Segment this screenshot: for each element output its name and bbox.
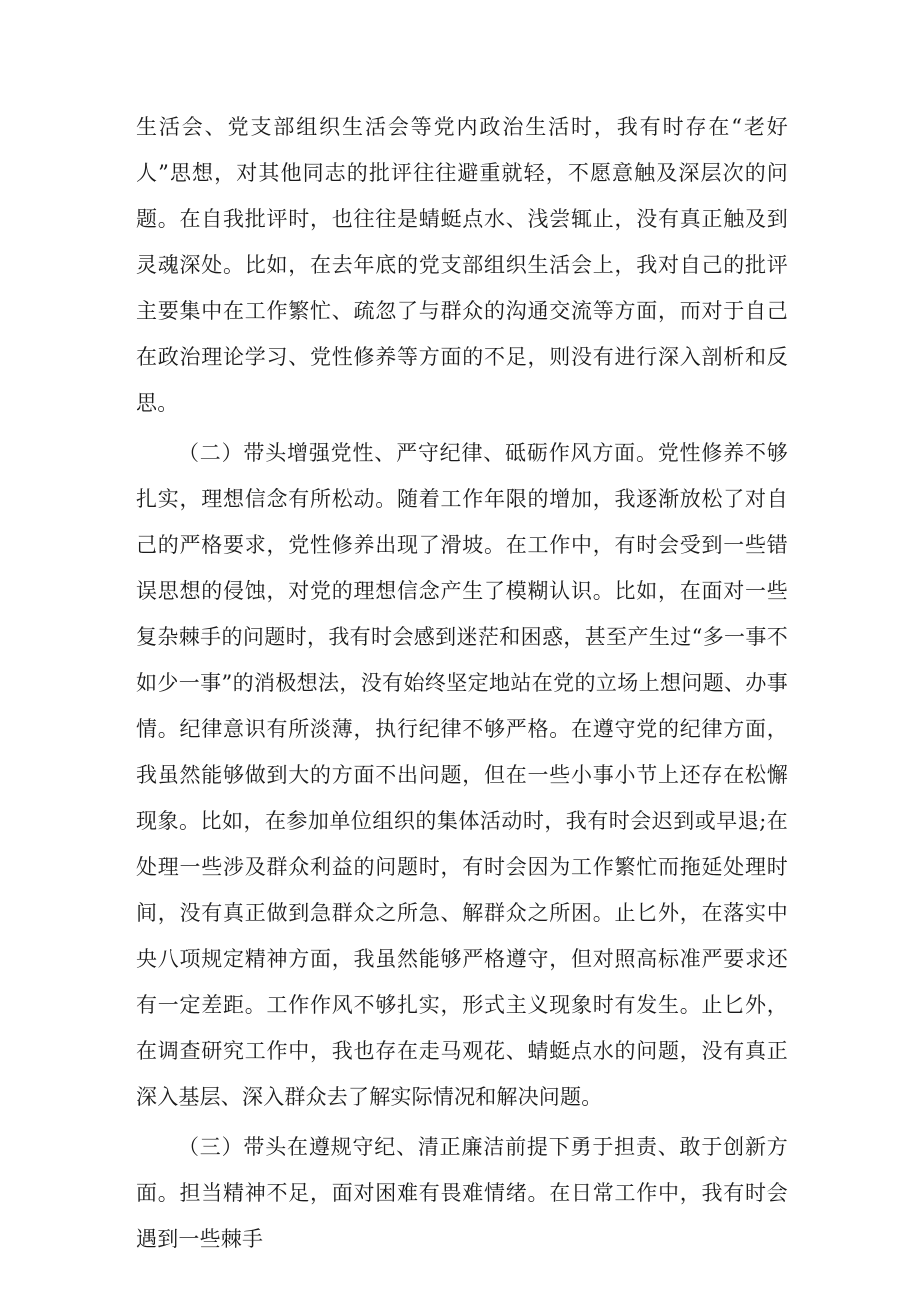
paragraph-section-three: （三）带头在遵规守纪、清正廉洁前提下勇于担责、敢于创新方面。担当精神不足，面对困难有畏难情绪。在日常工作中，我有时会遇到一些棘手 [136,1135,788,1251]
paragraph-section-two: （二）带头增强党性、严守纪律、砥砺作风方面。党性修养不够扎实，理想信念有所松动。随着工作年限的增加，我逐渐放松了对自己的严格要求，党性修养出现了滑坡。在工作中，有时会受到一些错误思想的侵蚀，对党的理想信念产生了模糊认识。比如，在面对一些复杂棘手的问题时，我有时会感到迷茫和困惑，甚至产生过“多一事不如少一事”的消极想法，没有始终坚定地站在党的立场上想问题、办事情。纪律意识有所淡薄，执行纪律不够严格。在遵守党的纪律方面，我虽然能够做到大的方面不出问题，但在一些小事小节上还存在松懈现象。比如，在参加单位组织的集体活动时，我有时会迟到或早退;在处理一些涉及群众利益的问题时，有时会因为工作繁忙而拖延处理时间，没有真正做到急群众之所急、解群众之所困。止匕外，在落实中央八项规定精神方面，我虽然能够严格遵守，但对照高标准严要求还有一定差距。工作作风不够扎实，形式主义现象时有发生。止匕外，在调查研究工作中，我也存在走马观花、蜻蜓点水的问题，没有真正深入基层、深入群众去了解实际情况和解决问题。 [136,441,788,1109]
document-body [136,104,788,1262]
paragraph-continued: 生活会、党支部组织生活会等党内政治生活时，我有时存在“老好人”思想，对其他同志的批评往往避重就轻，不愿意触及深层次的问题。在自我批评时，也往往是蜻蜓点水、浅尝辄止，没有真正触及到灵魂深处。比如，在去年底的党支部组织生活会上，我对自己的批评主要集中在工作繁忙、疏忽了与群众的沟通交流等方面，而对于自己在政治理论学习、党性修养等方面的不足，则没有进行深入剖析和反思。 [136,115,788,415]
